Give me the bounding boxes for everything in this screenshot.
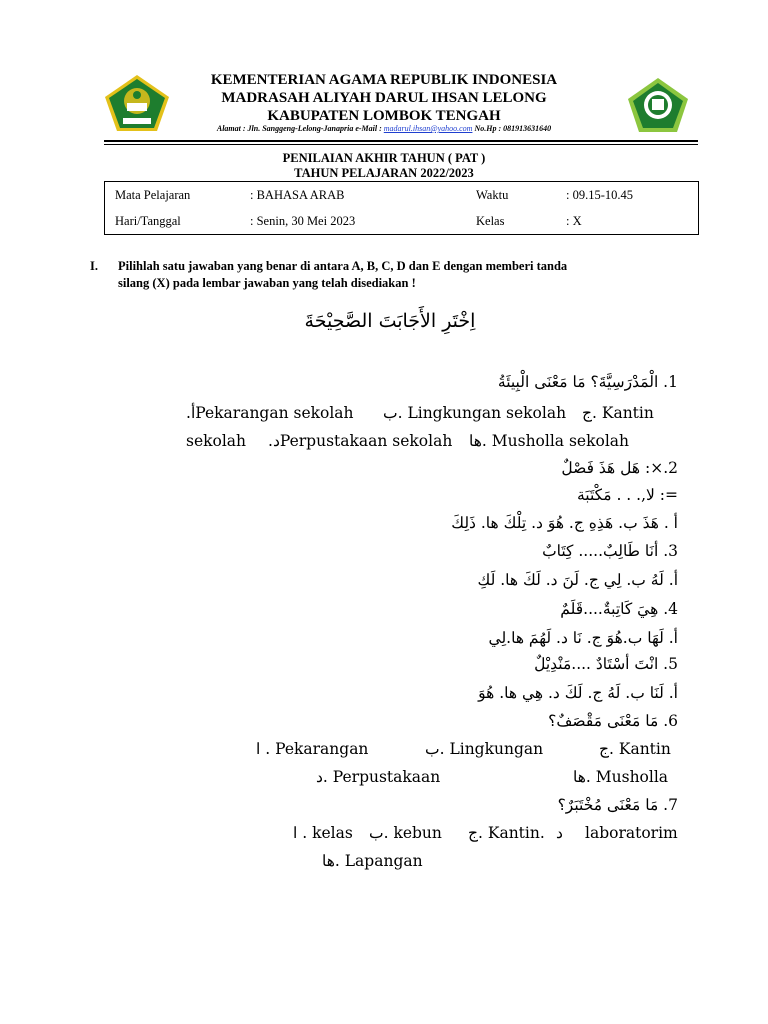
question-2-options: أ . هَذَ ب. هَذِهِ ج. هُوَ د. تِلْكَ ها. ذَلِكَ — [451, 514, 678, 532]
date-label: Hari/Tanggal — [115, 213, 181, 228]
q1-continuation: sekolah — [186, 432, 247, 450]
question-2-answer: =: لا,. . . مَكْتَبَة — [577, 486, 678, 504]
instruction-number: I. — [90, 259, 98, 273]
q6-option-e: ها. Musholla — [573, 768, 669, 786]
header-divider — [104, 140, 698, 142]
question-4: 4. هِيَ كَاتِبةٌ....قَلَمٌ — [560, 600, 678, 618]
instruction-line-2: silang (X) pada lembar jawaban yang telah disediakan ! — [118, 276, 416, 290]
regency-name: KABUPATEN LOMBOK TENGAH — [267, 108, 501, 124]
question-3: 3. أنَا طَالِبٌ..... كِتَابٌ — [542, 542, 678, 560]
time-value: : 09.15-10.45 — [566, 187, 634, 202]
subject-value: : BAHASA ARAB — [250, 187, 345, 202]
ministry-title: KEMENTERIAN AGAMA REPUBLIK INDONESIA — [210, 72, 558, 88]
phone-text: No.Hp : 081913631640 — [472, 124, 552, 133]
exam-title: PENILAIAN AKHIR TAHUN ( PAT ) — [282, 151, 486, 165]
q1-option-e: ها. Musholla sekolah — [469, 432, 629, 450]
q7-option-c: ج. Kantin. — [468, 824, 545, 842]
q1-option-b: ب. Lingkungan sekolah — [383, 404, 567, 422]
madrasah-logo — [627, 77, 689, 133]
arabic-heading: اِخْتَرِ الأَجَابَتَ الصَّحِيْحَةَ — [304, 310, 476, 332]
question-7: 7. مَا مَعْنَى مُخْتَبَرٌ؟ — [557, 796, 678, 814]
q1-option-c: ج. Kantin — [582, 404, 654, 422]
question-1: 1. الْمَدْرَسِيَّةَ؟ مَا مَعْنَى الْبِيئَةُ — [497, 373, 678, 391]
exam-info-table — [104, 181, 699, 235]
q7-option-a: ا . kelas — [293, 824, 353, 842]
instruction-line-1: Pilihlah satu jawaban yang benar di antara A, B, C, D dan E dengan memberi tanda — [118, 259, 568, 273]
question-4-options: أ. لَهَا ب.هُوَ ج. نَا د. لَهُمَ ها.لِي — [488, 629, 678, 647]
address-text: Alamat : Jln. Sanggeng-Lelong-Janapria e-Mail : — [216, 124, 384, 133]
question-2-prompt: 2.×: هَل هَذَ فَصْلٌ — [561, 459, 678, 477]
question-5-options: أ. لَنَا ب. لَهُ ج. لَكَ د. هِي ها. هُوَ — [478, 684, 678, 702]
q6-option-a: ا . Pekarangan — [256, 740, 369, 758]
class-value: : X — [566, 213, 582, 228]
date-value: : Senin, 30 Mei 2023 — [250, 213, 356, 228]
question-3-options: أ. لَهُ ب. لِي ج. لَنَ د. لَكَ ها. لَكِ — [477, 571, 678, 589]
question-6: 6. مَا مَعْنَى مَقْصَفٌ؟ — [548, 712, 678, 730]
q1-option-a: .أPekarangan sekolah — [186, 404, 354, 422]
q1-option-d: .دPerpustakaan sekolah — [268, 432, 453, 450]
school-name: MADRASAH ALIYAH DARUL IHSAN LELONG — [221, 90, 547, 106]
q6-option-d: د. Perpustakaan — [316, 768, 441, 786]
question-5: 5. انْتَ أسْتَادٌ ....مَنْدِيْلٌ — [534, 655, 678, 673]
q7-option-e: ها. Lapangan — [322, 852, 423, 870]
header-divider-thin — [104, 144, 698, 145]
q7-option-d: laboratorim — [585, 824, 678, 842]
academic-year: TAHUN PELAJARAN 2022/2023 — [294, 166, 474, 180]
q7-option-d-marker: د — [556, 824, 563, 842]
email-link[interactable]: madarul.ihsan@yahoo.com — [383, 124, 473, 133]
q6-option-c: ج. Kantin — [599, 740, 671, 758]
class-label: Kelas — [476, 213, 505, 228]
time-label: Waktu — [476, 187, 509, 202]
subject-label: Mata Pelajaran — [115, 187, 191, 202]
q7-option-b: ب. kebun — [369, 824, 442, 842]
address-line — [150, 124, 618, 133]
q6-option-b: ب. Lingkungan — [425, 740, 544, 758]
